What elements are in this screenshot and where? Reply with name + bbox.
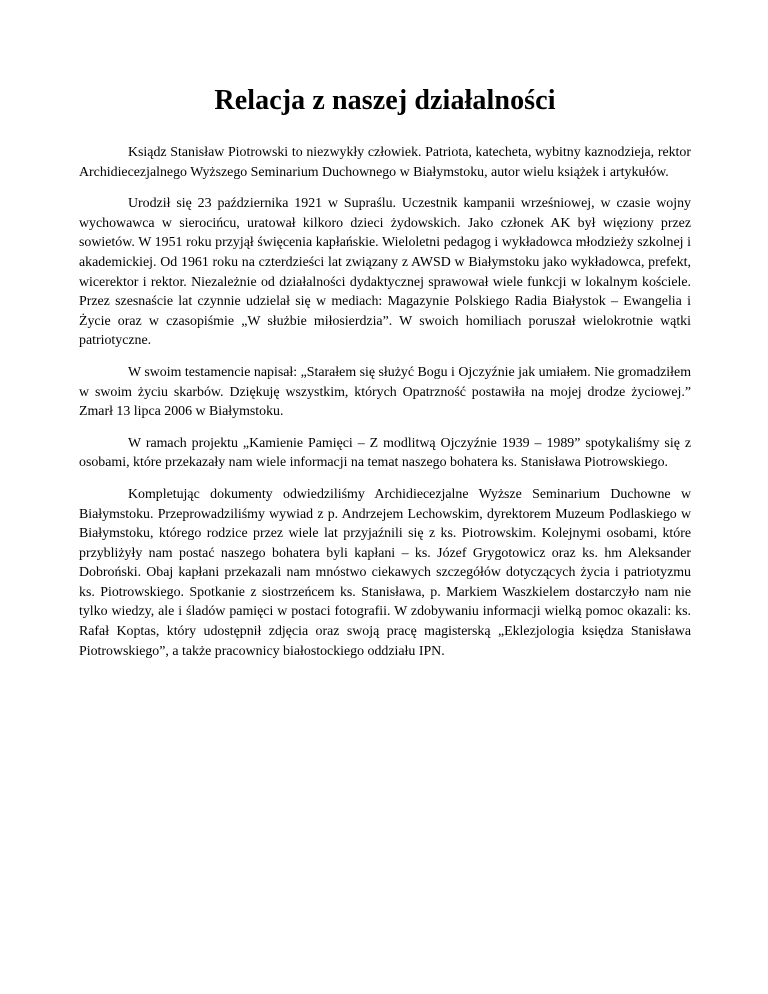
paragraph-project: W ramach projektu „Kamienie Pamięci – Z modlitwą Ojczyźnie 1939 – 1989” spotykaliśmy się z osobami, które przekazały nam wiele informacji na temat naszego bohatera ks. Stanisława Piotrowskiego. (79, 435, 691, 471)
paragraph-research: Kompletując dokumenty odwiedziliśmy Archidiecezjalne Wyższe Seminarium Duchowne w Białymstoku. Przeprowadziliśmy wywiad z p. Andrzejem Lechowskim, dyrektorem Muzeum Podlaskiego w Białymstoku, którego rodzice przez wiele lat przyjaźnili się z ks. Piotrowskim. Kolejnymi osobami, które przybliżyły nam postać naszego bohatera byli kapłani – ks. Józef Grygotowicz oraz ks. hm Aleksander Dobroński. Obaj kapłani przekazali nam mnóstwo ciekawych szczegółów dotyczących życia i patriotyzmu ks. Piotrowskiego. Spotkanie z siostrzeńcem ks. Stanisława, p. Markiem Waszkielem dostarczyło nam nie tylko wiedzy, ale i śladów pamięci w postaci fotografii. W zdobywaniu informacji wielką pomoc okazali: ks. Rafał Koptas, który udostępnił zdjęcia oraz swoją pracę magisterską „Eklezjologia księdza Stanisława Piotrowskiego”, a także pracownicy białostockiego oddziału IPN. (79, 486, 691, 659)
paragraph-intro: Ksiądz Stanisław Piotrowski to niezwykły człowiek. Patriota, katecheta, wybitny kaznodzieja, rektor Archidiecezjalnego Wyższego Seminarium Duchownego w Białymstoku, autor wielu książek i artykułów. (79, 145, 691, 180)
paragraph-testament: W swoim testamencie napisał: „Starałem się służyć Bogu i Ojczyźnie jak umiałem. Nie gromadziłem w swoim życiu skarbów. Dziękuję wszystkim, których Opatrzność postawiła na mojej drodze życiowej.” Zmarł 13 lipca 2006 w Białymstoku. (79, 364, 691, 420)
document-page (79, 84, 691, 673)
paragraph-biography: Urodził się 23 października 1921 w Supraślu. Uczestnik kampanii wrześniowej, w czasie wojny wychowawca w sierocińcu, uratował kilkoro dzieci żydowskich. Jako członek AK był więziony przez sowietów. W 1951 roku przyjął święcenia kapłańskie. Wieloletni pedagog i wykładowca młodzieży szkolnej i akademickiej. Od 1961 roku na czterdzieści lat związany z AWSD w Białymstoku jako wykładowca, prefekt, wicerektor i rektor. Niezależnie od działalności dydaktycznej sprawował wiele funkcji w lokalnym kościele. Przez szesnaście lat czynnie udzielał się w mediach: Magazynie Polskiego Radia Białystok – Ewangelia i Życie oraz w czasopiśmie „W służbie miłosierdzia”. W swoich homiliach poruszał wielokrotnie wątki patriotyczne. (79, 196, 691, 349)
document-title: Relacja z naszej działalności (214, 85, 556, 116)
